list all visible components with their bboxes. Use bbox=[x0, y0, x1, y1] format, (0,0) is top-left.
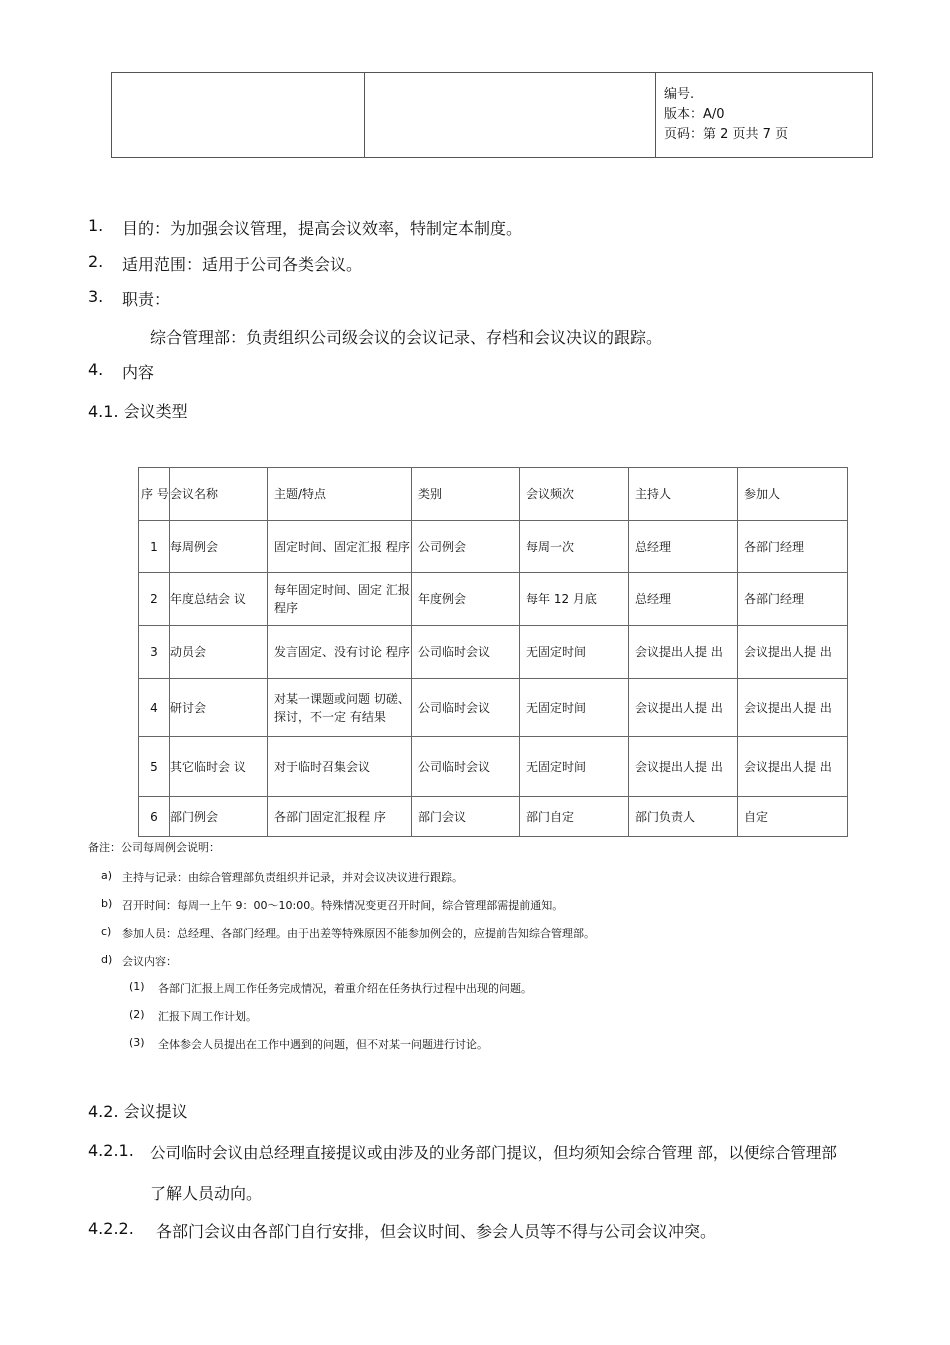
para-4-2-1-number: 4.2.1. bbox=[88, 1141, 134, 1160]
note-a-text: 主持与记录：由综合管理部负责组织并记录，并对会议决议进行跟踪。 bbox=[122, 871, 463, 884]
table-cell: 其它临时会 议 bbox=[170, 737, 268, 797]
table-cell: 部门负责人 bbox=[629, 797, 738, 837]
note-b-text: 召开时间：每周一上午 9：00～10:00。特殊情况变更召开时间，综合管理部需提前通知。 bbox=[122, 899, 564, 912]
header-logo-cell bbox=[112, 73, 365, 158]
section-2-number: 2. bbox=[88, 252, 104, 271]
table-cell: 对于临时召集会议 bbox=[268, 737, 412, 797]
note-d3-label: (3) bbox=[129, 1036, 145, 1049]
table-cell: 部门自定 bbox=[520, 797, 629, 837]
note-b-label: b) bbox=[101, 897, 113, 910]
note-a-label: a) bbox=[101, 869, 113, 882]
note-d1-label: (1) bbox=[129, 980, 145, 993]
table-cell: 每周例会 bbox=[170, 521, 268, 573]
note-d2-label: (2) bbox=[129, 1008, 145, 1021]
table-row bbox=[139, 521, 848, 573]
section-3-number: 3. bbox=[88, 287, 104, 306]
table-cell: 无固定时间 bbox=[520, 679, 629, 737]
table-header-cell: 会议频次 bbox=[520, 468, 629, 521]
table-cell: 对某一课题或问题 切磋、探讨，不一定 有结果 bbox=[268, 679, 412, 737]
para-4-2-2-text: 各部门会议由各部门自行安排，但会议时间、参会人员等不得与公司会议冲突。 bbox=[156, 1222, 717, 1241]
table-cell: 动员会 bbox=[170, 626, 268, 679]
document-header-table bbox=[111, 72, 873, 158]
table-cell: 公司临时会议 bbox=[412, 737, 520, 797]
table-cell: 会议提出人提 出 bbox=[629, 626, 738, 679]
section-4-number: 4. bbox=[88, 360, 104, 379]
table-cell: 无固定时间 bbox=[520, 737, 629, 797]
table-cell: 6 bbox=[139, 797, 170, 837]
note-d2-text: 汇报下周工作计划。 bbox=[158, 1010, 257, 1023]
table-cell: 会议提出人提 出 bbox=[629, 679, 738, 737]
table-cell: 2 bbox=[139, 573, 170, 626]
table-cell: 各部门经理 bbox=[738, 521, 848, 573]
table-header-row bbox=[139, 468, 848, 521]
table-cell: 研讨会 bbox=[170, 679, 268, 737]
table-row bbox=[139, 797, 848, 837]
table-cell: 部门会议 bbox=[412, 797, 520, 837]
table-cell: 各部门固定汇报程 序 bbox=[268, 797, 412, 837]
section-3-text: 职责： bbox=[122, 290, 171, 309]
table-cell: 每周一次 bbox=[520, 521, 629, 573]
table-cell: 无固定时间 bbox=[520, 626, 629, 679]
para-4-2-2-number: 4.2.2. bbox=[88, 1219, 134, 1238]
meeting-types-table bbox=[138, 467, 848, 837]
table-cell: 总经理 bbox=[629, 521, 738, 573]
table-header-cell: 序 号 bbox=[139, 468, 170, 521]
section-4-2-heading: 4.2. 会议提议 bbox=[88, 1102, 188, 1121]
notes-title: 备注：公司每周例会说明： bbox=[88, 841, 220, 854]
section-1-text: 目的：为加强会议管理，提高会议效率，特制定本制度。 bbox=[122, 219, 523, 238]
note-d-text: 会议内容： bbox=[122, 955, 177, 968]
table-cell: 发言固定、没有讨论 程序 bbox=[268, 626, 412, 679]
section-1-number: 1. bbox=[88, 216, 104, 235]
header-title-cell bbox=[365, 73, 656, 158]
section-2-text: 适用范围：适用于公司各类会议。 bbox=[122, 255, 363, 274]
table-cell: 自定 bbox=[738, 797, 848, 837]
table-header-cell: 主持人 bbox=[629, 468, 738, 521]
table-cell: 每年固定时间、固定 汇报程序 bbox=[268, 573, 412, 626]
table-cell: 公司临时会议 bbox=[412, 626, 520, 679]
table-row bbox=[139, 737, 848, 797]
table-row bbox=[139, 573, 848, 626]
table-cell: 4 bbox=[139, 679, 170, 737]
table-row bbox=[139, 626, 848, 679]
table-cell: 年度总结会 议 bbox=[170, 573, 268, 626]
table-row bbox=[139, 679, 848, 737]
table-header-cell: 会议名称 bbox=[170, 468, 268, 521]
section-4-1-heading: 4.1. 会议类型 bbox=[88, 402, 188, 421]
note-d-label: d) bbox=[101, 953, 113, 966]
para-4-2-1-line1: 公司临时会议由总经理直接提议或由涉及的业务部门提议，但均须知会综合管理 部，以便综合管理部 bbox=[150, 1144, 837, 1162]
section-3-detail: 综合管理部：负责组织公司级会议的会议记录、存档和会议决议的跟踪。 bbox=[150, 328, 663, 347]
table-cell: 5 bbox=[139, 737, 170, 797]
table-cell: 公司例会 bbox=[412, 521, 520, 573]
doc-code: 编号. bbox=[664, 87, 695, 102]
doc-page-number: 页码：第 2 页共 7 页 bbox=[664, 127, 789, 142]
doc-version: 版本：A/0 bbox=[664, 107, 725, 122]
table-header-cell: 类别 bbox=[412, 468, 520, 521]
note-c-label: c) bbox=[101, 925, 112, 938]
table-cell: 部门例会 bbox=[170, 797, 268, 837]
table-cell: 会议提出人提 出 bbox=[629, 737, 738, 797]
table-cell: 固定时间、固定汇报 程序 bbox=[268, 521, 412, 573]
table-header-cell: 参加人 bbox=[738, 468, 848, 521]
table-header-cell: 主题/特点 bbox=[268, 468, 412, 521]
table-cell: 每年 12 月底 bbox=[520, 573, 629, 626]
table-cell: 各部门经理 bbox=[738, 573, 848, 626]
table-cell: 会议提出人提 出 bbox=[738, 737, 848, 797]
table-cell: 公司临时会议 bbox=[412, 679, 520, 737]
table-cell: 总经理 bbox=[629, 573, 738, 626]
note-d3-text: 全体参会人员提出在工作中遇到的问题，但不对某一问题进行讨论。 bbox=[158, 1038, 488, 1051]
section-4-text: 内容 bbox=[122, 363, 155, 382]
table-cell: 3 bbox=[139, 626, 170, 679]
para-4-2-1-line2: 了解人员动向。 bbox=[150, 1184, 263, 1203]
note-d1-text: 各部门汇报上周工作任务完成情况，着重介绍在任务执行过程中出现的问题。 bbox=[158, 982, 532, 995]
table-cell: 年度例会 bbox=[412, 573, 520, 626]
header-info-cell bbox=[656, 73, 873, 158]
table-cell: 会议提出人提 出 bbox=[738, 626, 848, 679]
note-c-text: 参加人员：总经理、各部门经理。由于出差等特殊原因不能参加例会的，应提前告知综合管理部。 bbox=[122, 927, 595, 940]
table-cell: 会议提出人提 出 bbox=[738, 679, 848, 737]
table-cell: 1 bbox=[139, 521, 170, 573]
